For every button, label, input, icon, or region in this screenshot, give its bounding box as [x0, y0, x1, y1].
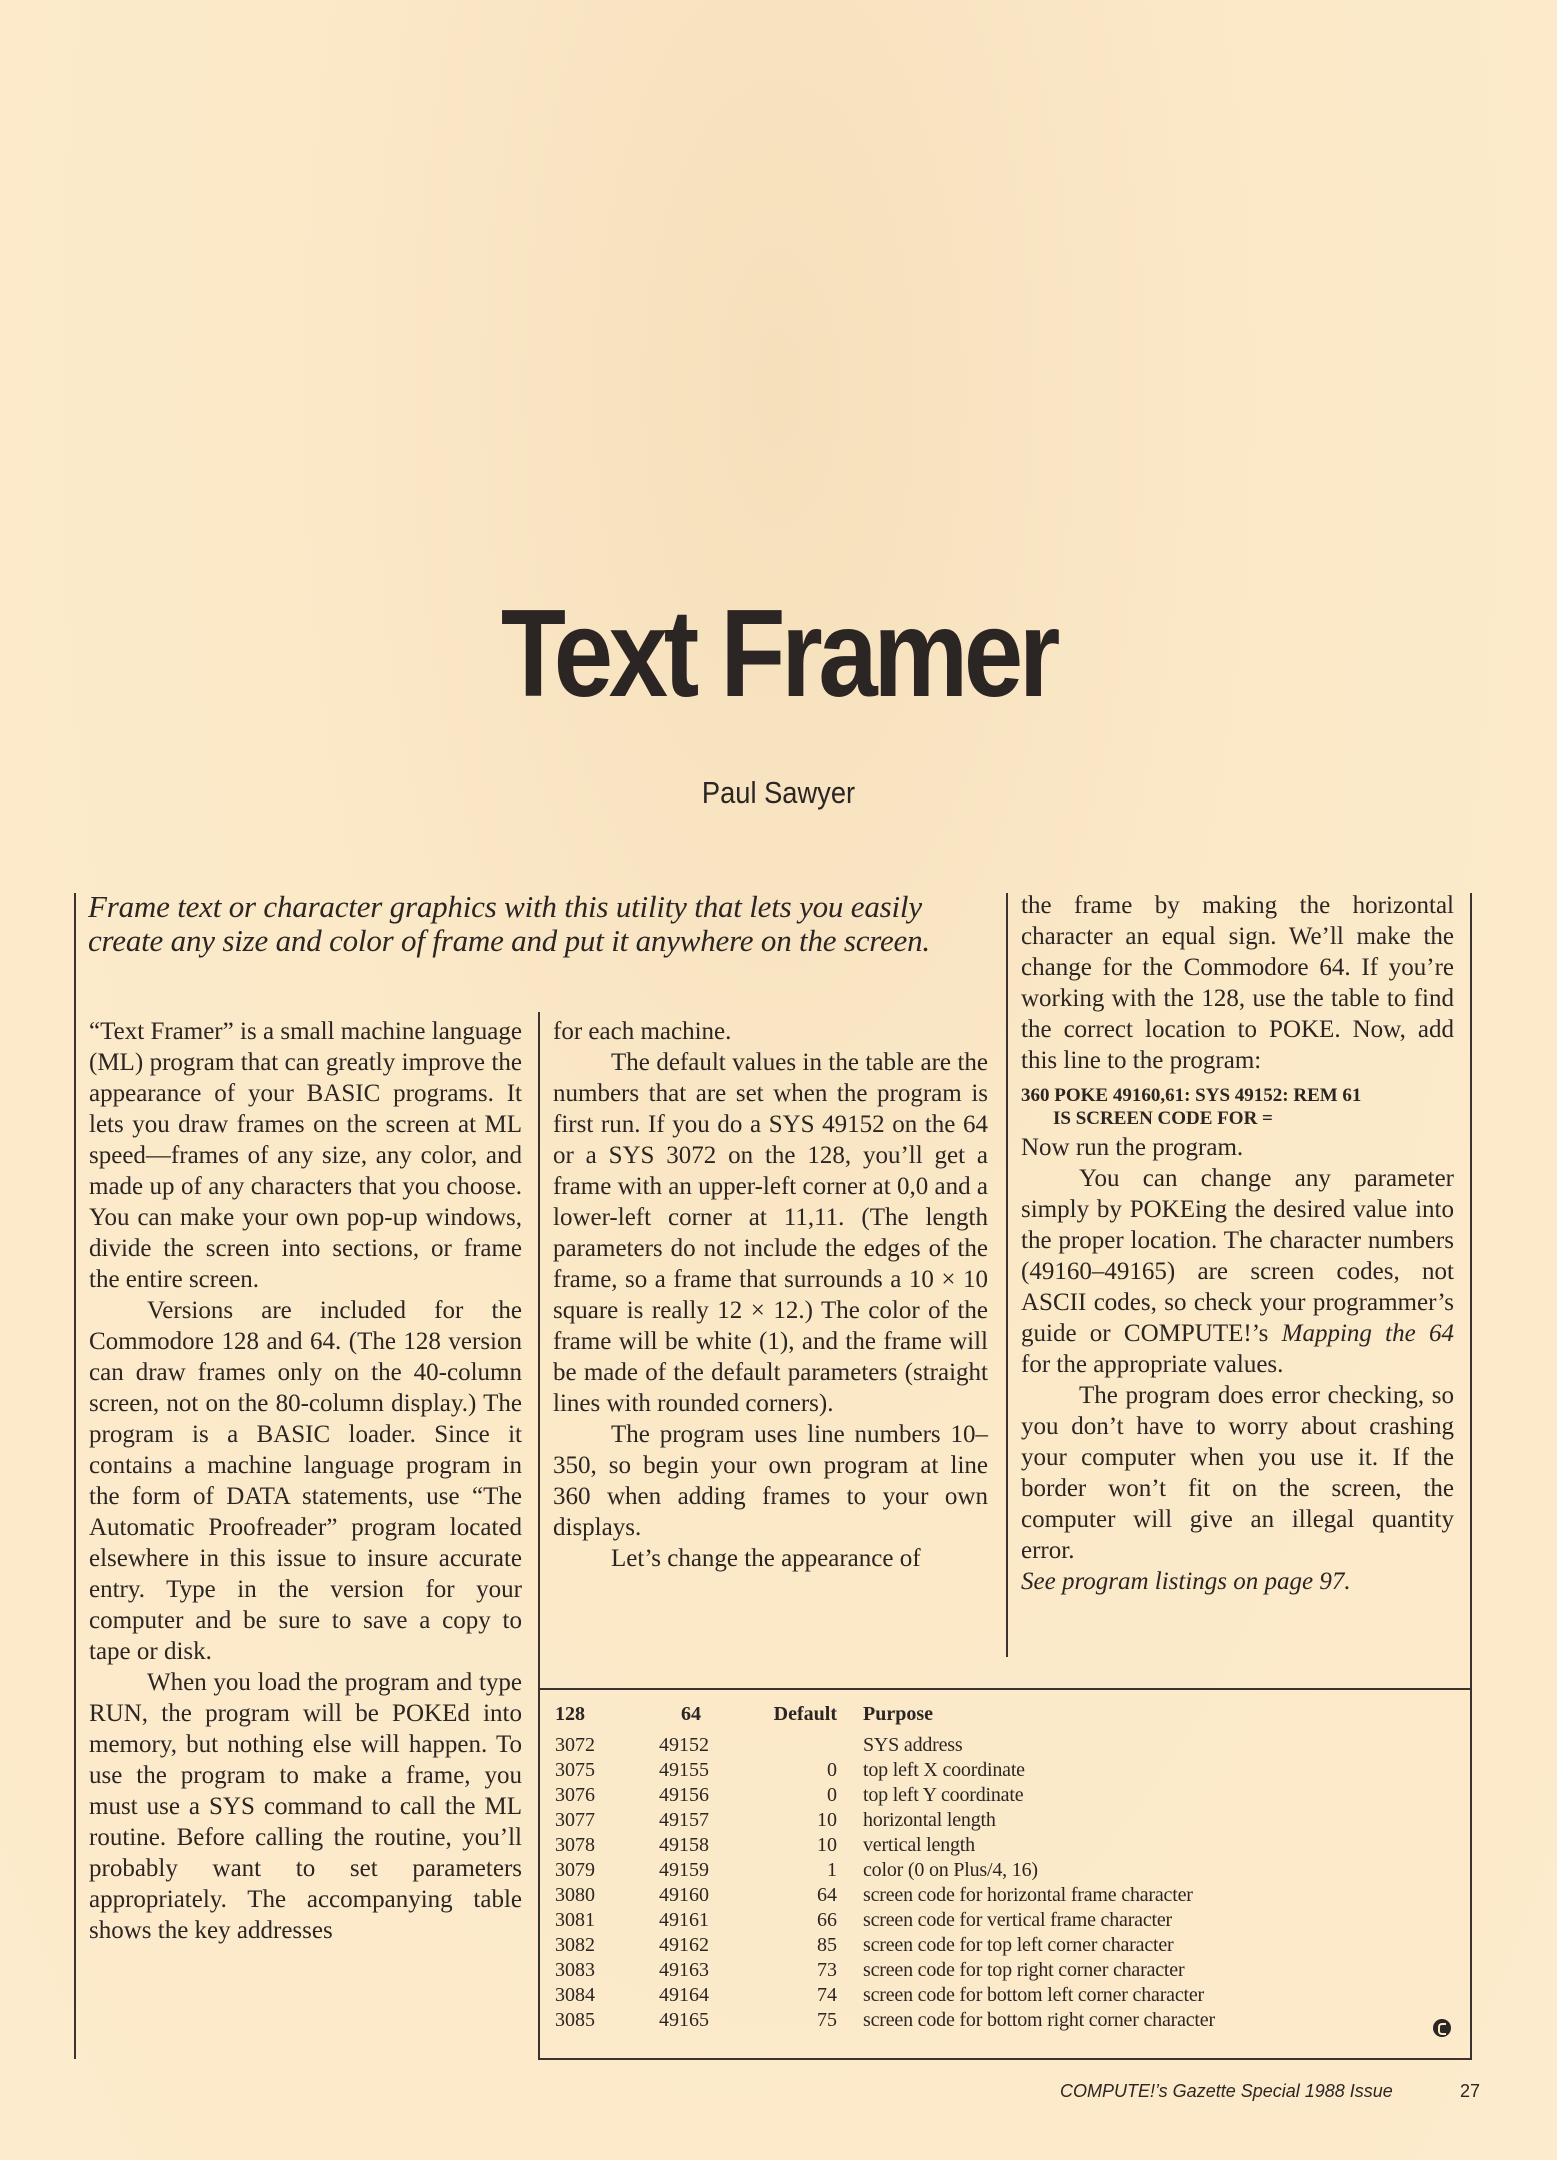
- cell-purpose: screen code for horizontal frame character: [863, 1884, 1193, 1906]
- paragraph: “Text Framer” is a small machine language (ML) program that can greatly improve the appearance of your BASIC programs. It lets you draw frames on the screen at ML speed—frames of any size, any color, and made up of any characters that you choose. You can make your own pop-up windows, divide the screen into sections, or frame the entire screen.: [89, 1018, 522, 1293]
- cell-128-address: 3079: [555, 1859, 595, 1881]
- address-table: [555, 1702, 1455, 2033]
- left-column-rule: [74, 893, 76, 2059]
- cell-purpose: horizontal length: [863, 1809, 996, 1831]
- cell-default: 73: [817, 1959, 837, 1981]
- table-row: [555, 1833, 1455, 1858]
- cell-purpose: vertical length: [863, 1834, 975, 1856]
- paragraph: for each machine.: [553, 1018, 732, 1045]
- cell-128-address: 3082: [555, 1934, 595, 1956]
- page-footer: [1060, 2081, 1480, 2102]
- cell-64-address: 49156: [659, 1784, 709, 1806]
- body-column-2: [553, 1016, 988, 1574]
- cell-default: 64: [817, 1884, 837, 1906]
- table-row: [555, 2008, 1455, 2033]
- cell-default: 0: [827, 1784, 837, 1806]
- table-row: [555, 1858, 1455, 1883]
- text: for the appropriate values.: [1021, 1351, 1284, 1378]
- cell-64-address: 49155: [659, 1759, 709, 1781]
- article-title: Text Framer: [500, 585, 1057, 723]
- cell-purpose: screen code for top right corner character: [863, 1959, 1185, 1981]
- cell-64-address: 49152: [659, 1734, 709, 1756]
- table-row: [555, 1958, 1455, 1983]
- publication-name: COMPUTE!’s Gazette Special 1988 Issue: [1060, 2081, 1393, 2101]
- cell-purpose: color (0 on Plus/4, 16): [863, 1859, 1038, 1881]
- cell-default: 0: [827, 1759, 837, 1781]
- cell-purpose: screen code for bottom right corner character: [863, 2009, 1215, 2031]
- cell-default: 1: [827, 1859, 837, 1881]
- header-purpose: Purpose: [863, 1703, 933, 1725]
- column-divider-2-3: [1006, 893, 1008, 1657]
- paragraph: Let’s change the appearance of: [611, 1545, 921, 1572]
- article-deck: Frame text or character graphics with this utility that lets you easily create any size and color of frame and put it anywhere on the screen.: [88, 889, 930, 958]
- cell-64-address: 49158: [659, 1834, 709, 1856]
- cell-128-address: 3083: [555, 1959, 595, 1981]
- paragraph: The default values in the table are the numbers that are set when the program is first run. If you do a SYS 49152 on the 64 or a SYS 3072 on the 128, you’ll get a frame with an upper-left corner at 0,0 and a lower-left corner at 11,11. (The length parameters do not include the edges of the frame, so a frame that surrounds a 10 × 10 square is really 12 × 12.) The color of the frame will be white (1), and the frame will be made of the default parameters (straight lines with rounded corners).: [553, 1049, 988, 1417]
- cell-default: 75: [817, 2009, 837, 2031]
- table-row: [555, 1733, 1455, 1758]
- page-number: 27: [1459, 2081, 1480, 2101]
- cell-128-address: 3084: [555, 1984, 595, 2006]
- cell-128-address: 3072: [555, 1734, 595, 1756]
- cell-default: 10: [817, 1809, 837, 1831]
- table-body: [555, 1733, 1455, 2033]
- paragraph: The program uses line numbers 10–350, so begin your own program at line 360 when adding frames to your own displays.: [553, 1421, 988, 1541]
- code-line: 360 POKE 49160,61: SYS 49152: REM 61: [1021, 1085, 1362, 1106]
- table-row: [555, 1808, 1455, 1833]
- cell-purpose: screen code for bottom left corner character: [863, 1984, 1205, 2006]
- cell-purpose: screen code for top left corner character: [863, 1934, 1174, 1956]
- cell-128-address: 3076: [555, 1784, 595, 1806]
- code-listing: [1021, 1084, 1454, 1130]
- paragraph: When you load the program and type RUN, the program will be POKEd into memory, but nothing else will happen. To use the program to make a frame, you must use a SYS command to call the ML routine. Before calling the routine, you’ll probably want to set parameters appropriately. The accompanying table shows the key addresses: [89, 1669, 522, 1944]
- cell-default: 66: [817, 1909, 837, 1931]
- listing-reference: See program listings on page 97.: [1021, 1568, 1351, 1595]
- cell-64-address: 49161: [659, 1909, 709, 1931]
- cell-128-address: 3075: [555, 1759, 595, 1781]
- paragraph: [1021, 1163, 1454, 1380]
- cell-default: 10: [817, 1834, 837, 1856]
- cell-128-address: 3080: [555, 1884, 595, 1906]
- end-of-article-icon: [1433, 2019, 1451, 2037]
- header-default: Default: [773, 1703, 837, 1725]
- table-row: [555, 1983, 1455, 2008]
- header-64: 64: [681, 1703, 701, 1725]
- code-line-continued: IS SCREEN CODE FOR =: [1053, 1108, 1273, 1129]
- table-row: [555, 1783, 1455, 1808]
- table-row: [555, 1883, 1455, 1908]
- header-128: 128: [555, 1703, 585, 1725]
- cell-purpose: SYS address: [863, 1734, 963, 1756]
- cell-default: 74: [817, 1984, 837, 2006]
- table-header-row: [555, 1702, 1455, 1727]
- table-row: [555, 1758, 1455, 1783]
- cell-128-address: 3081: [555, 1909, 595, 1931]
- cell-purpose: top left Y coordinate: [863, 1784, 1024, 1806]
- paragraph: Now run the program.: [1021, 1134, 1244, 1161]
- cell-128-address: 3085: [555, 2009, 595, 2031]
- right-column-rule: [1470, 893, 1472, 2060]
- paragraph: Versions are included for the Commodore 128 and 64. (The 128 version can draw frames only on the 40-column screen, not on the 80-column display.) The program is a BASIC loader. Since it contains a machine language program in the form of DATA statements, use “The Automatic Proofreader” program located elsewhere in this issue to insure accurate entry. Type in the version for your computer and be sure to save a copy to tape or disk.: [89, 1297, 522, 1665]
- body-column-1: [89, 1016, 522, 1946]
- table-bottom-rule: [538, 2058, 1472, 2060]
- column-divider-1-2: [538, 1012, 540, 2060]
- cell-64-address: 49162: [659, 1934, 709, 1956]
- book-title: Mapping the 64: [1281, 1320, 1454, 1347]
- table-row: [555, 1908, 1455, 1933]
- cell-64-address: 49165: [659, 2009, 709, 2031]
- body-column-3: [1021, 890, 1454, 1597]
- paragraph: the frame by making the horizontal character an equal sign. We’ll make the change for the Commodore 64. If you’re working with the 128, use the table to find the correct location to POKE. Now, add this line to the program:: [1021, 892, 1454, 1074]
- cell-purpose: screen code for vertical frame character: [863, 1909, 1173, 1931]
- table-row: [555, 1933, 1455, 1958]
- author-byline: Paul Sawyer: [701, 775, 856, 810]
- paragraph: The program does error checking, so you don’t have to worry about crashing your computer when you use it. If the border won’t fit on the screen, the computer will give an illegal quantity error.: [1021, 1382, 1454, 1564]
- cell-128-address: 3078: [555, 1834, 595, 1856]
- table-top-rule: [538, 1688, 1472, 1690]
- cell-64-address: 49164: [659, 1984, 709, 2006]
- cell-64-address: 49160: [659, 1884, 709, 1906]
- cell-64-address: 49159: [659, 1859, 709, 1881]
- text: You can change any parameter simply by POKEing the desired value into the proper location. The character numbers (49160–49165) are screen codes, not ASCII codes, so check your programmer’s guide or COMPUTE!’s: [1021, 1165, 1454, 1347]
- cell-128-address: 3077: [555, 1809, 595, 1831]
- cell-64-address: 49157: [659, 1809, 709, 1831]
- cell-default: 85: [817, 1934, 837, 1956]
- cell-64-address: 49163: [659, 1959, 709, 1981]
- cell-purpose: top left X coordinate: [863, 1759, 1025, 1781]
- cell-default: [755, 1733, 845, 1758]
